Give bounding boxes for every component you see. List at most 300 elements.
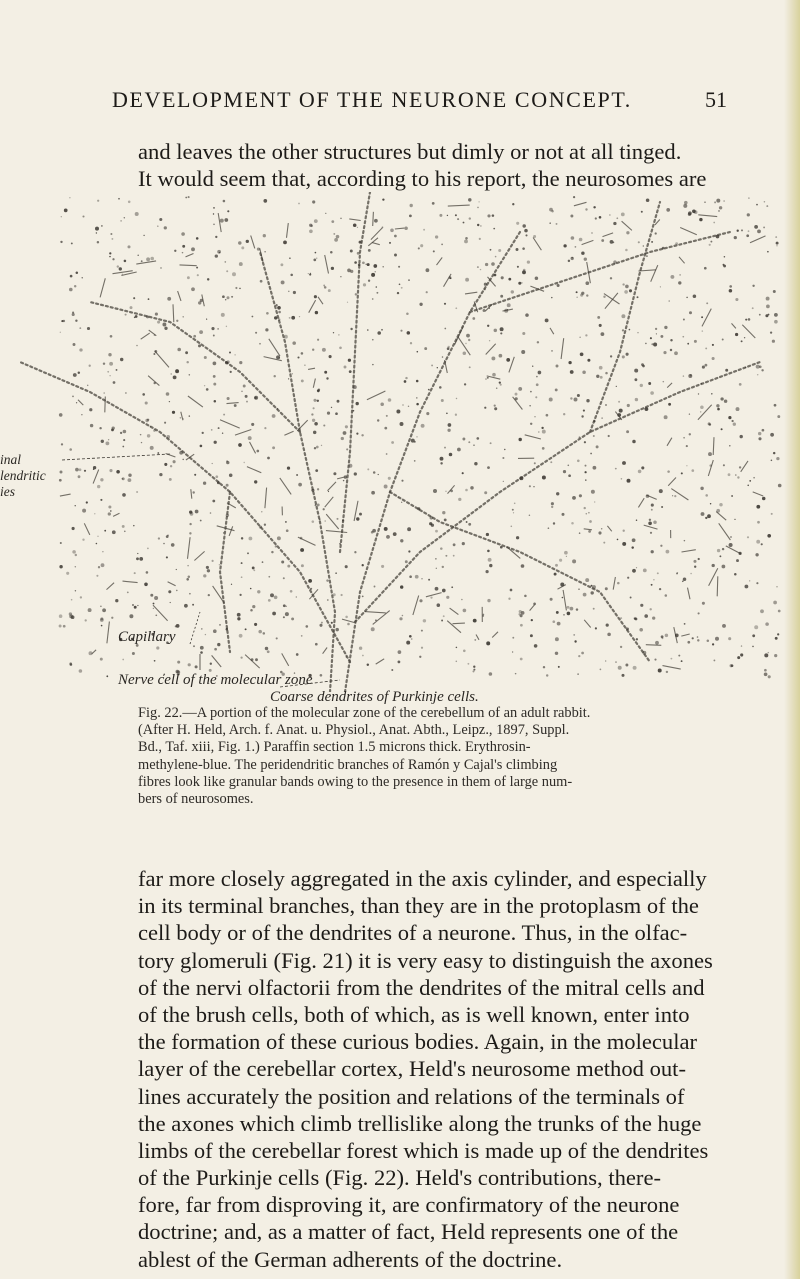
stipple-granule bbox=[327, 412, 330, 415]
stipple-granule bbox=[157, 321, 160, 324]
stipple-granule bbox=[622, 461, 626, 465]
stipple-granule bbox=[357, 252, 360, 255]
stipple-granule bbox=[341, 437, 344, 440]
stipple-granule bbox=[227, 360, 230, 363]
stipple-granule bbox=[132, 604, 134, 606]
stipple-granule bbox=[164, 422, 166, 424]
stipple-granule bbox=[670, 339, 672, 341]
stipple-granule bbox=[446, 413, 448, 415]
stipple-granule bbox=[398, 661, 401, 664]
stipple-granule bbox=[579, 337, 580, 338]
stipple-granule bbox=[109, 362, 113, 366]
stipple-granule bbox=[435, 587, 439, 591]
stipple-granule bbox=[259, 526, 262, 529]
stipple-granule bbox=[254, 480, 257, 483]
stipple-granule bbox=[321, 445, 322, 446]
stipple-granule bbox=[400, 422, 404, 426]
stipple-granule bbox=[337, 400, 340, 403]
stipple-granule bbox=[442, 511, 445, 514]
figure-22 bbox=[0, 192, 800, 705]
stipple-granule bbox=[706, 302, 708, 304]
stipple-granule bbox=[691, 469, 694, 472]
stipple-granule bbox=[326, 579, 328, 581]
fibre-stroke bbox=[671, 489, 688, 500]
stipple-granule bbox=[286, 606, 287, 607]
stipple-granule bbox=[622, 542, 626, 546]
figure-label-line: ies bbox=[0, 484, 15, 499]
stipple-granule bbox=[285, 521, 287, 523]
stipple-granule bbox=[182, 459, 184, 461]
stipple-granule bbox=[283, 604, 286, 607]
stipple-granule bbox=[200, 520, 202, 522]
stipple-granule bbox=[762, 429, 765, 432]
stipple-granule bbox=[345, 616, 348, 619]
fibre-stroke bbox=[708, 460, 713, 476]
stipple-granule bbox=[235, 287, 237, 289]
stipple-granule bbox=[94, 513, 95, 514]
stipple-granule bbox=[111, 238, 113, 240]
text-line: lines accurately the position and relations of the terminals of bbox=[138, 1083, 685, 1109]
stipple-granule bbox=[300, 548, 304, 552]
stipple-granule bbox=[186, 361, 188, 363]
stipple-granule bbox=[515, 393, 518, 396]
fibre-stroke bbox=[220, 420, 240, 428]
stipple-granule bbox=[712, 357, 715, 360]
stipple-granule bbox=[277, 408, 279, 410]
stipple-granule bbox=[252, 605, 255, 608]
stipple-granule bbox=[453, 555, 455, 557]
stipple-granule bbox=[144, 583, 148, 587]
stipple-granule bbox=[476, 437, 479, 440]
stipple-granule bbox=[268, 576, 270, 578]
fibre-stroke bbox=[337, 477, 344, 479]
stipple-granule bbox=[555, 637, 559, 641]
stipple-granule bbox=[359, 647, 362, 650]
stipple-granule bbox=[426, 291, 428, 293]
stipple-granule bbox=[572, 559, 576, 563]
stipple-granule bbox=[447, 215, 448, 216]
stipple-granule bbox=[538, 371, 542, 375]
figure-label-capillary: Capillary bbox=[118, 629, 176, 645]
stipple-granule bbox=[98, 566, 100, 568]
stipple-granule bbox=[663, 351, 666, 354]
stipple-granule bbox=[752, 634, 755, 637]
fibre-stroke bbox=[688, 588, 691, 600]
fibre-stroke bbox=[107, 583, 115, 590]
stipple-granule bbox=[777, 415, 780, 418]
stipple-granule bbox=[516, 222, 519, 225]
fibre-stroke bbox=[681, 634, 689, 636]
stipple-granule bbox=[570, 370, 574, 374]
fibre-stroke bbox=[188, 396, 203, 407]
stipple-granule bbox=[645, 407, 649, 411]
fibre-stroke bbox=[153, 605, 168, 621]
stipple-granule bbox=[556, 223, 558, 225]
stipple-granule bbox=[204, 356, 207, 359]
stipple-granule bbox=[599, 366, 603, 370]
stipple-granule bbox=[463, 609, 467, 613]
stipple-granule bbox=[331, 407, 332, 408]
stipple-granule bbox=[335, 572, 337, 574]
stipple-granule bbox=[557, 622, 561, 626]
stipple-granule bbox=[116, 470, 120, 474]
fibre-stroke bbox=[698, 215, 717, 217]
stipple-granule bbox=[416, 380, 419, 383]
stipple-granule bbox=[605, 660, 606, 661]
stipple-granule bbox=[527, 260, 530, 263]
stipple-granule bbox=[359, 241, 362, 244]
stipple-granule bbox=[720, 397, 723, 400]
stipple-granule bbox=[239, 594, 241, 596]
text-line: doctrine; and, as a matter of fact, Held represents one of the bbox=[138, 1219, 679, 1245]
stipple-granule bbox=[135, 315, 138, 318]
stipple-granule bbox=[336, 235, 340, 239]
stipple-granule bbox=[141, 260, 143, 262]
stipple-granule bbox=[705, 494, 708, 497]
stipple-granule bbox=[457, 218, 459, 220]
stipple-granule bbox=[213, 362, 217, 366]
stipple-granule bbox=[336, 518, 338, 520]
stipple-granule bbox=[229, 474, 233, 478]
stipple-granule bbox=[214, 400, 217, 403]
stipple-granule bbox=[153, 608, 154, 609]
stipple-granule bbox=[545, 318, 549, 322]
stipple-granule bbox=[102, 608, 106, 612]
fibre-stroke bbox=[328, 482, 337, 491]
stipple-granule bbox=[486, 533, 489, 536]
dendrite-branch bbox=[260, 252, 335, 692]
stipple-granule bbox=[220, 219, 224, 223]
stipple-granule bbox=[699, 218, 702, 221]
stipple-granule bbox=[367, 329, 369, 331]
stipple-granule bbox=[500, 384, 502, 386]
fibre-stroke bbox=[426, 593, 442, 597]
stipple-granule bbox=[386, 535, 390, 539]
stipple-granule bbox=[272, 446, 275, 449]
stipple-granule bbox=[324, 286, 327, 289]
stipple-granule bbox=[313, 399, 316, 402]
stipple-granule bbox=[159, 473, 162, 476]
stipple-granule bbox=[170, 465, 172, 467]
stipple-granule bbox=[211, 429, 213, 431]
stipple-granule bbox=[137, 254, 139, 256]
stipple-granule bbox=[681, 472, 683, 474]
stipple-granule bbox=[756, 204, 758, 206]
stipple-granule bbox=[758, 432, 761, 435]
stipple-granule bbox=[663, 381, 665, 383]
stipple-granule bbox=[182, 252, 184, 254]
stipple-granule bbox=[289, 317, 291, 319]
fibre-stroke bbox=[644, 525, 658, 529]
stipple-granule bbox=[563, 614, 564, 615]
stipple-granule bbox=[511, 290, 514, 293]
caption-line: fibres look like granular bands owing to the presence in them of large num- bbox=[138, 773, 573, 790]
stipple-granule bbox=[513, 512, 514, 513]
stipple-granule bbox=[82, 509, 86, 513]
stipple-granule bbox=[137, 605, 138, 606]
stipple-granule bbox=[717, 408, 720, 411]
cerebellum-illustration bbox=[0, 192, 800, 692]
text-line: of the nervi olfactorii from the dendrites of the mitral cells and bbox=[138, 974, 705, 1000]
stipple-granule bbox=[70, 275, 73, 278]
stipple-granule bbox=[563, 413, 565, 415]
stipple-granule bbox=[139, 557, 143, 561]
stipple-granule bbox=[349, 370, 352, 373]
stipple-granule bbox=[189, 532, 191, 534]
stipple-granule bbox=[512, 203, 514, 205]
stipple-granule bbox=[428, 389, 430, 391]
fibre-stroke bbox=[313, 379, 315, 388]
stipple-granule bbox=[79, 669, 83, 673]
stipple-granule bbox=[153, 603, 155, 605]
stipple-granule bbox=[208, 594, 210, 596]
stipple-granule bbox=[154, 660, 156, 662]
stipple-granule bbox=[440, 547, 443, 550]
stipple-granule bbox=[479, 238, 481, 240]
stipple-granule bbox=[461, 599, 463, 601]
stipple-granule bbox=[255, 332, 257, 334]
stipple-granule bbox=[185, 197, 187, 199]
stipple-granule bbox=[409, 575, 412, 578]
stipple-granule bbox=[757, 521, 760, 524]
stipple-granule bbox=[771, 513, 773, 515]
stipple-granule bbox=[315, 504, 317, 506]
fibre-stroke bbox=[93, 470, 99, 484]
stipple-granule bbox=[468, 339, 470, 341]
stipple-granule bbox=[213, 207, 215, 209]
stipple-granule bbox=[78, 475, 81, 478]
fibre-stroke bbox=[298, 537, 316, 545]
stipple-granule bbox=[629, 289, 632, 292]
stipple-granule bbox=[164, 226, 167, 229]
text-line: of the brush cells, both of which, as is well known, enter into bbox=[138, 1001, 690, 1027]
stipple-granule bbox=[63, 320, 65, 322]
stipple-granule bbox=[653, 520, 657, 524]
stipple-granule bbox=[734, 236, 737, 239]
stipple-granule bbox=[122, 525, 125, 528]
fibre-stroke bbox=[732, 323, 736, 328]
stipple-granule bbox=[740, 435, 743, 438]
stipple-granule bbox=[391, 441, 394, 444]
fibre-stroke bbox=[287, 223, 289, 238]
fibre-stroke bbox=[525, 435, 541, 439]
fibre-stroke bbox=[750, 236, 766, 243]
stipple-granule bbox=[646, 255, 648, 257]
fibre-stroke bbox=[173, 304, 174, 322]
stipple-granule bbox=[697, 639, 699, 641]
stipple-granule bbox=[423, 229, 425, 231]
stipple-granule bbox=[724, 399, 727, 402]
stipple-granule bbox=[213, 629, 217, 633]
stipple-granule bbox=[776, 457, 779, 460]
stipple-granule bbox=[643, 651, 647, 655]
stipple-granule bbox=[423, 619, 426, 622]
stipple-granule bbox=[516, 536, 519, 539]
stipple-granule bbox=[449, 453, 453, 457]
fibre-stroke bbox=[574, 202, 587, 206]
fibre-stroke bbox=[168, 582, 176, 586]
stipple-granule bbox=[404, 380, 407, 383]
stipple-granule bbox=[411, 638, 413, 640]
stipple-granule bbox=[312, 520, 315, 523]
stipple-granule bbox=[142, 393, 145, 396]
stipple-granule bbox=[173, 460, 176, 463]
stipple-granule bbox=[86, 501, 88, 503]
stipple-granule bbox=[365, 264, 367, 266]
stipple-granule bbox=[137, 553, 138, 554]
label-leader-line bbox=[190, 612, 200, 644]
stipple-granule bbox=[97, 485, 100, 488]
stipple-granule bbox=[444, 518, 447, 521]
stipple-granule bbox=[128, 473, 131, 476]
stipple-granule bbox=[382, 266, 384, 268]
stipple-granule bbox=[549, 398, 553, 402]
stipple-granule bbox=[384, 427, 387, 430]
stipple-granule bbox=[133, 525, 135, 527]
stipple-granule bbox=[109, 469, 112, 472]
stipple-granule bbox=[749, 580, 750, 581]
stipple-granule bbox=[702, 330, 703, 331]
stipple-granule bbox=[735, 333, 738, 336]
stipple-granule bbox=[133, 297, 135, 299]
stipple-granule bbox=[534, 416, 535, 417]
stipple-granule bbox=[314, 219, 318, 223]
stipple-granule bbox=[693, 295, 697, 299]
stipple-granule bbox=[265, 647, 268, 650]
stipple-granule bbox=[521, 611, 525, 615]
stipple-granule bbox=[768, 675, 771, 678]
stipple-granule bbox=[398, 266, 400, 268]
stipple-granule bbox=[718, 210, 719, 211]
stipple-granule bbox=[584, 471, 586, 473]
stipple-granule bbox=[444, 328, 446, 330]
stipple-granule bbox=[442, 356, 444, 358]
stipple-granule bbox=[146, 315, 149, 318]
stipple-granule bbox=[156, 646, 159, 649]
stipple-granule bbox=[760, 609, 764, 613]
stipple-granule bbox=[371, 491, 375, 495]
stipple-granule bbox=[293, 291, 296, 294]
stipple-granule bbox=[511, 526, 513, 528]
stipple-granule bbox=[192, 604, 194, 606]
stipple-granule bbox=[219, 564, 220, 565]
stipple-granule bbox=[641, 211, 643, 213]
stipple-granule bbox=[311, 413, 313, 415]
stipple-granule bbox=[310, 273, 311, 274]
fibre-stroke bbox=[141, 333, 150, 339]
stipple-granule bbox=[657, 572, 659, 574]
stipple-granule bbox=[594, 501, 595, 502]
stipple-granule bbox=[125, 392, 127, 394]
stipple-granule bbox=[644, 614, 648, 618]
stipple-granule bbox=[562, 597, 564, 599]
stipple-granule bbox=[348, 464, 352, 468]
stipple-granule bbox=[112, 258, 114, 260]
stipple-granule bbox=[653, 343, 657, 347]
stipple-granule bbox=[494, 405, 496, 407]
stipple-granule bbox=[215, 254, 218, 257]
stipple-granule bbox=[641, 363, 644, 366]
stipple-granule bbox=[430, 516, 434, 520]
stipple-granule bbox=[620, 646, 622, 648]
stipple-granule bbox=[212, 560, 214, 562]
stipple-granule bbox=[737, 656, 740, 659]
figure-label-dendritic-cut bbox=[0, 452, 46, 500]
stipple-granule bbox=[319, 519, 321, 521]
stipple-granule bbox=[500, 295, 503, 298]
stipple-granule bbox=[206, 388, 209, 391]
stipple-granule bbox=[693, 560, 696, 563]
stipple-granule bbox=[181, 232, 185, 236]
stipple-granule bbox=[75, 566, 76, 567]
stipple-granule bbox=[240, 656, 242, 658]
stipple-granule bbox=[473, 619, 477, 623]
stipple-granule bbox=[494, 407, 497, 410]
stipple-granule bbox=[368, 249, 371, 252]
paragraph-body bbox=[138, 865, 774, 1273]
stipple-granule bbox=[342, 520, 344, 522]
stipple-granule bbox=[251, 423, 254, 426]
label-leader-line bbox=[62, 454, 170, 460]
stipple-granule bbox=[591, 591, 594, 594]
stipple-granule bbox=[717, 549, 720, 552]
stipple-granule bbox=[774, 320, 778, 324]
stipple-granule bbox=[739, 383, 742, 386]
stipple-granule bbox=[508, 278, 511, 281]
stipple-granule bbox=[313, 407, 315, 409]
stipple-granule bbox=[521, 564, 525, 568]
stipple-granule bbox=[617, 582, 620, 585]
stipple-granule bbox=[419, 303, 422, 306]
fibre-stroke bbox=[105, 397, 106, 413]
stipple-granule bbox=[626, 628, 629, 631]
stipple-granule bbox=[585, 465, 587, 467]
stipple-granule bbox=[75, 554, 77, 556]
stipple-granule bbox=[468, 523, 471, 526]
stipple-granule bbox=[305, 625, 308, 628]
stipple-granule bbox=[333, 233, 335, 235]
stipple-granule bbox=[702, 366, 705, 369]
stipple-granule bbox=[616, 386, 617, 387]
stipple-granule bbox=[357, 227, 358, 228]
stipple-granule bbox=[556, 492, 559, 495]
stipple-granule bbox=[698, 612, 700, 614]
stipple-granule bbox=[100, 499, 102, 501]
stipple-granule bbox=[187, 565, 189, 567]
stipple-granule bbox=[707, 639, 710, 642]
stipple-granule bbox=[345, 425, 348, 428]
stipple-granule bbox=[217, 643, 220, 646]
caption-line: Bd., Taf. xiii, Fig. 1.) Paraffin section 1.5 microns thick. Erythrosin- bbox=[138, 739, 531, 756]
stipple-granule bbox=[264, 251, 265, 252]
dendrite-branch bbox=[340, 192, 370, 552]
stipple-granule bbox=[588, 512, 590, 514]
stipple-granule bbox=[297, 356, 299, 358]
stipple-granule bbox=[124, 217, 125, 218]
stipple-granule bbox=[689, 413, 690, 414]
stipple-granule bbox=[314, 447, 316, 449]
text-line: limbs of the cerebellar forest which is made up of the dendrites bbox=[138, 1137, 709, 1163]
stipple-granule bbox=[707, 514, 711, 518]
stipple-granule bbox=[522, 247, 525, 250]
stipple-granule bbox=[536, 376, 538, 378]
stipple-granule bbox=[80, 596, 82, 598]
stipple-granule bbox=[586, 294, 588, 296]
dendrite-branch bbox=[90, 302, 300, 432]
fibre-stroke bbox=[178, 291, 181, 301]
stipple-granule bbox=[171, 543, 175, 547]
stipple-granule bbox=[670, 658, 672, 660]
